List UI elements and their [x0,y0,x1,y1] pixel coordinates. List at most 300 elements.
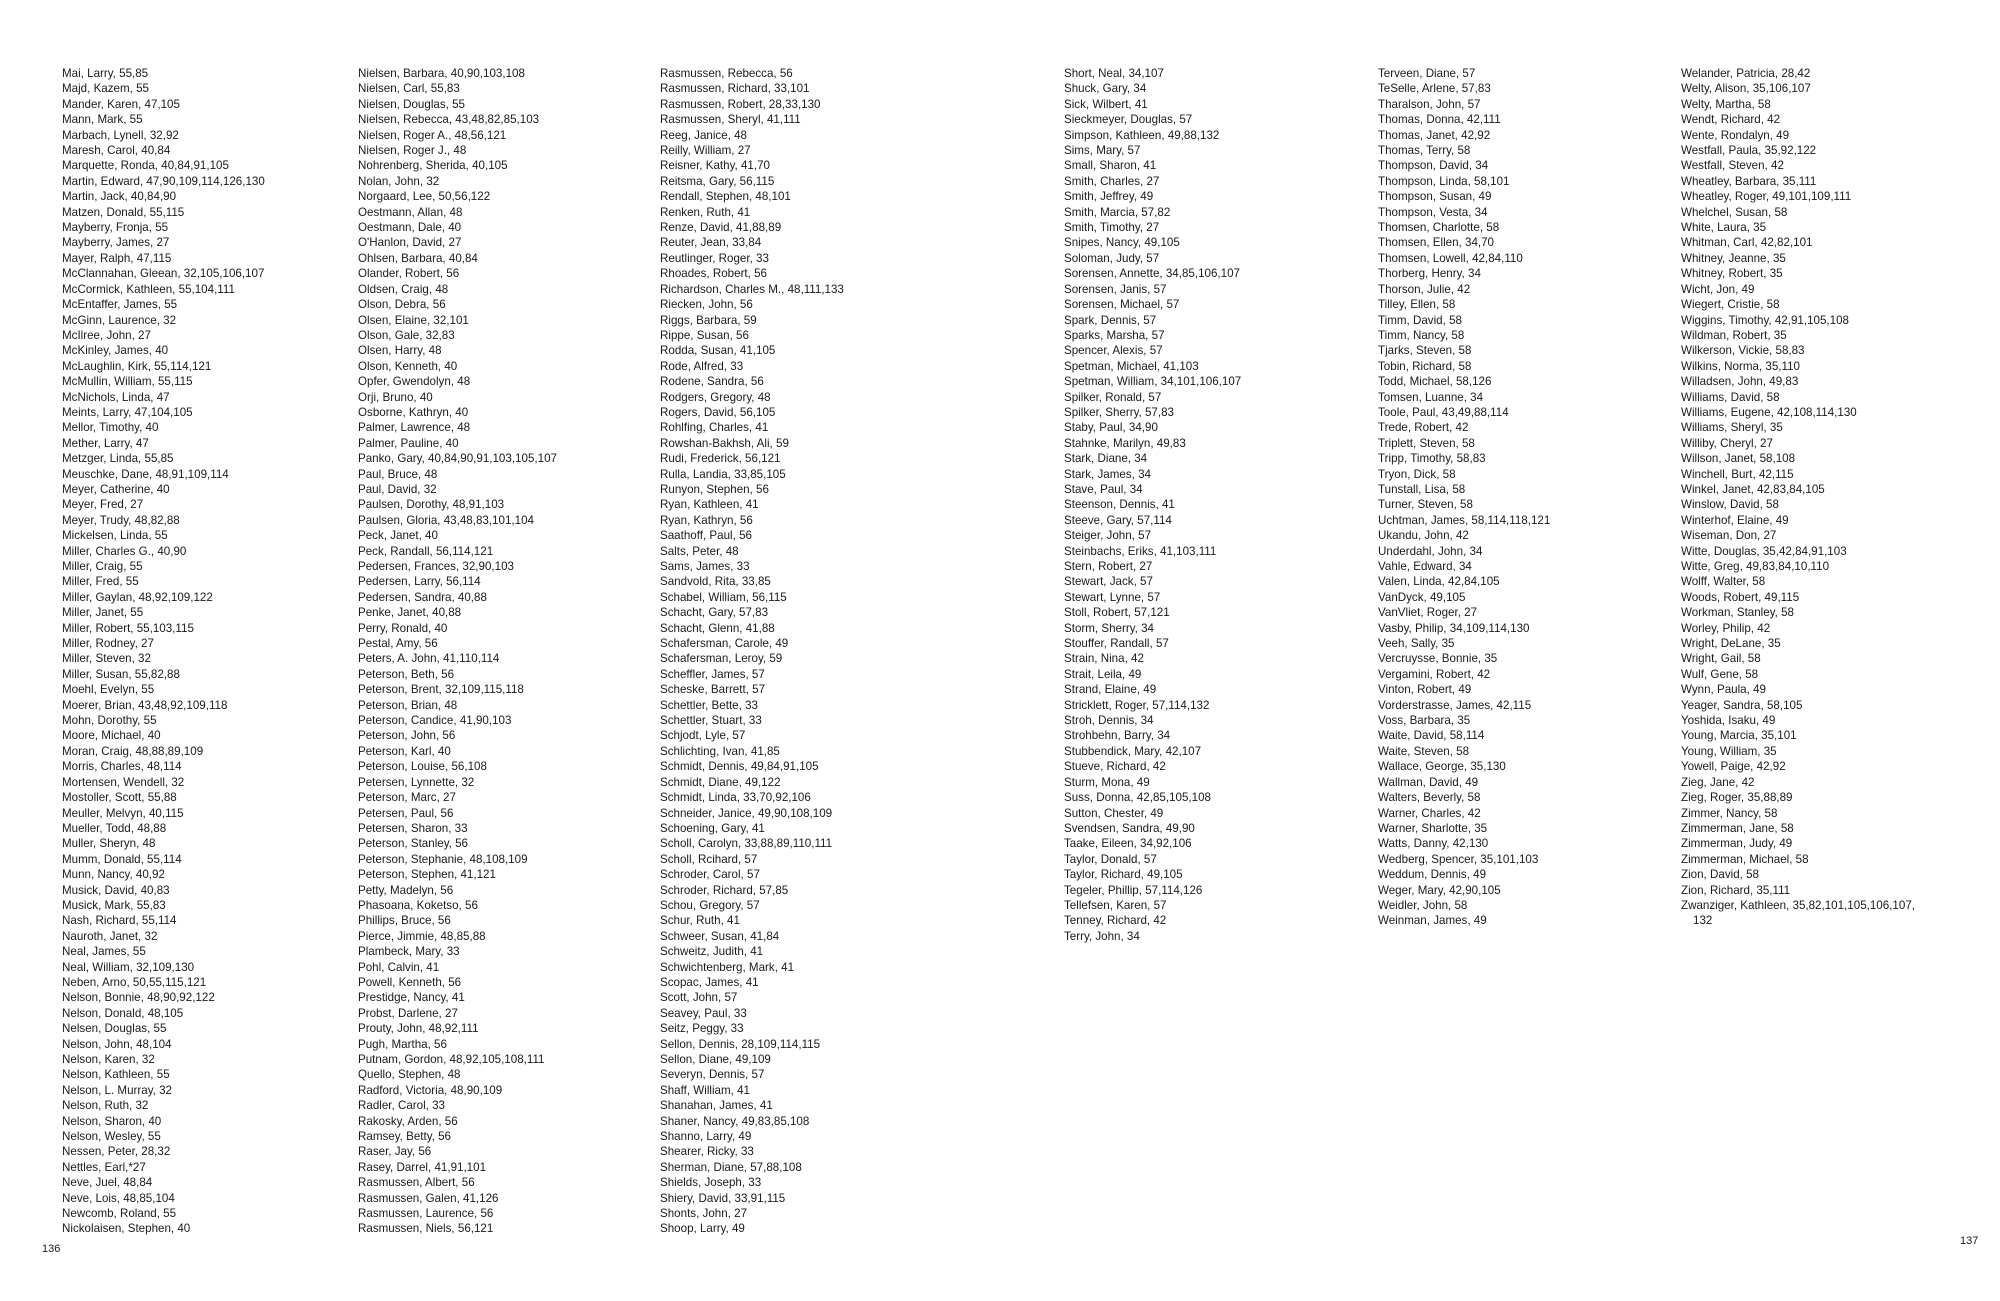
index-entry: Woods, Robert, 49,115 [1681,590,1800,604]
index-entry: Valen, Linda, 42,84,105 [1378,575,1500,589]
index-entry: Tilley, Ellen, 58 [1378,298,1456,312]
index-entry: Wiseman, Don, 27 [1681,529,1777,543]
index-entry: Nelson, Kathleen, 55 [62,1068,170,1082]
index-entry: Majd, Kazem, 55 [62,82,149,96]
index-entry: Shanno, Larry, 49 [660,1130,752,1144]
index-column-3 [660,66,844,1237]
index-entry: Tomsen, Luanne, 34 [1378,390,1484,404]
index-entry: Reitsma, Gary, 56,115 [660,174,775,188]
index-entry: Marquette, Ronda, 40,84,91,105 [62,159,229,173]
index-entry: Vinton, Robert, 49 [1378,683,1472,697]
index-entry: Winchell, Burt, 42,115 [1681,467,1794,481]
index-entry: Nielsen, Roger J., 48 [358,144,467,158]
index-entry: Weddum, Dennis, 49 [1378,868,1487,882]
index-entry: Nielsen, Douglas, 55 [358,97,465,111]
index-entry: Mostoller, Scott, 55,88 [62,791,177,805]
index-entry: Muller, Sheryn, 48 [62,837,156,851]
index-entry: Sturm, Mona, 49 [1064,775,1150,789]
page-number-left: 136 [42,1243,61,1255]
index-entry: Mayer, Ralph, 47,115 [62,251,172,265]
index-entry: Nielsen, Roger A., 48,56,121 [358,128,507,142]
index-entry: Musick, David, 40,83 [62,883,170,897]
index-entry: Reilly, William, 27 [660,144,751,158]
index-entry: Nelson, Wesley, 55 [62,1130,161,1144]
index-entry: Stricklett, Roger, 57,114,132 [1064,698,1210,712]
index-entry: Moehl, Evelyn, 55 [62,683,155,697]
index-entry: Welty, Alison, 35,106,107 [1681,82,1811,96]
index-entry: Ramsey, Betty, 56 [358,1130,451,1144]
index-entry: Weger, Mary, 42,90,105 [1378,883,1501,897]
index-entry: McKinley, James, 40 [62,344,169,358]
index-entry: Sieckmeyer, Douglas, 57 [1064,113,1193,127]
index-entry: Shoop, Larry, 49 [660,1222,745,1236]
index-entry: Rasmussen, Laurence, 56 [358,1207,494,1221]
index-entry: Nielsen, Barbara, 40,90,103,108 [358,67,525,80]
index-entry: Phasoana, Koketso, 56 [358,898,478,912]
index-entry: Zion, David, 58 [1681,868,1759,882]
index-entry: Zimmerman, Jane, 58 [1681,821,1794,835]
index-entry: Stouffer, Randall, 57 [1064,637,1169,651]
index-entry: Rasmussen, Sheryl, 41,111 [660,113,801,127]
index-entry: Snipes, Nancy, 49,105 [1064,236,1180,250]
index-entry: Schettler, Stuart, 33 [660,714,762,728]
index-entry: Schmidt, Diane, 49,122 [660,775,781,789]
index-entry: Wallace, George, 35,130 [1378,760,1506,774]
index-entry: Strait, Leila, 49 [1064,667,1142,681]
index-column-1 [62,66,265,1237]
index-entry: Matzen, Donald, 55,115 [62,205,185,219]
index-entry: Neve, Lois, 48,85,104 [62,1191,175,1205]
index-entry: Warner, Sharlotte, 35 [1378,821,1488,835]
index-entry: Taylor, Richard, 49,105 [1064,868,1183,882]
index-entry: Putnam, Gordon, 48,92,105,108,111 [358,1053,545,1066]
index-entry: Spilker, Ronald, 57 [1064,390,1162,404]
index-entry: Scheske, Barrett, 57 [660,683,766,697]
index-entry: Miller, Craig, 55 [62,560,143,573]
index-entry: Nelson, Ruth, 32 [62,1099,149,1113]
index-entry: Petersen, Lynnette, 32 [358,775,475,789]
index-entry: Prestidge, Nancy, 41 [358,991,465,1005]
index-entry: Stueve, Richard, 42 [1064,760,1166,774]
index-entry: Schacht, Glenn, 41,88 [660,621,775,635]
index-entry: Staby, Paul, 34,90 [1064,421,1158,435]
index-entry: Paul, Bruce, 48 [358,467,438,481]
index-entry: McEntaffer, James, 55 [62,298,178,312]
index-entry: Rasmussen, Robert, 28,33,130 [660,97,821,111]
index-entry: Smith, Marcia, 57,82 [1064,205,1171,219]
index-entry: Thorson, Julie, 42 [1378,282,1471,296]
index-entry: Seavey, Paul, 33 [660,1006,747,1020]
index-entry: Meyer, Catherine, 40 [62,482,170,496]
index-entry: Underdahl, John, 34 [1378,544,1483,558]
index-entry: Shaff, William, 41 [660,1083,750,1097]
index-entry: Timm, David, 58 [1378,313,1462,327]
index-entry: Weidler, John, 58 [1378,898,1468,912]
index-entry: Peterson, Marc, 27 [358,791,456,805]
index-entry: Strand, Elaine, 49 [1064,683,1157,697]
index-entry: Peck, Janet, 40 [358,529,438,543]
index-entry: Scholl, Rcihard, 57 [660,852,758,866]
index-entry: Thompson, David, 34 [1378,159,1489,173]
index-entry: Sellon, Dennis, 28,109,114,115 [660,1037,821,1051]
index-entry: Nelson, Sharon, 40 [62,1114,162,1128]
index-entry: Schafersman, Leroy, 59 [660,652,783,666]
index-entry: Tryon, Dick, 58 [1378,467,1456,481]
index-entry: Rasmussen, Galen, 41,126 [358,1191,499,1205]
index-entry: Miller, Steven, 32 [62,652,151,666]
index-entry: Schoening, Gary, 41 [660,821,765,835]
index-entry: Spilker, Sherry, 57,83 [1064,405,1174,419]
index-entry: Sams, James, 33 [660,560,750,573]
index-entry: Rowshan-Bakhsh, Ali, 59 [660,436,789,450]
index-entry: Shuck, Gary, 34 [1064,82,1147,96]
index-entry: Rhoades, Robert, 56 [660,267,767,281]
index-entry: Winterhof, Elaine, 49 [1681,513,1789,527]
index-entry: Radler, Carol, 33 [358,1099,445,1113]
index-entry: Schweitz, Judith, 41 [660,945,764,959]
index-entry: Wildman, Robert, 35 [1681,328,1787,342]
index-entry: Tenney, Richard, 42 [1064,914,1167,928]
index-entry: Vorderstrasse, James, 42,115 [1378,698,1532,712]
index-entry: Tjarks, Steven, 58 [1378,344,1472,358]
index-entry: Waite, David, 58,114 [1378,729,1485,743]
index-entry: Mayberry, Fronja, 55 [62,221,169,235]
index-entry: Wiegert, Cristie, 58 [1681,298,1780,312]
index-entry: Schou, Gregory, 57 [660,898,760,912]
index-entry: Tobin, Richard, 58 [1378,359,1472,373]
index-entry: Weinman, James, 49 [1378,914,1487,928]
index-entry: Worley, Philip, 42 [1681,621,1771,635]
index-entry: Meyer, Trudy, 48,82,88 [62,513,180,527]
index-entry: Thomas, Donna, 42,111 [1378,113,1501,127]
index-entry: Mann, Mark, 55 [62,113,143,127]
index-entry: Spark, Dennis, 57 [1064,313,1157,327]
index-entry: Orji, Bruno, 40 [358,390,433,404]
index-entry: Rendall, Stephen, 48,101 [660,190,791,204]
index-entry: Schur, Ruth, 41 [660,914,740,928]
index-entry: Whitney, Jeanne, 35 [1681,251,1786,265]
index-entry: Richardson, Charles M., 48,111,133 [660,282,844,296]
index-entry: Pierce, Jimmie, 48,85,88 [358,929,486,943]
index-entry: Mayberry, James, 27 [62,236,170,250]
index-entry: Smith, Timothy, 27 [1064,221,1160,235]
index-entry: Miller, Rodney, 27 [62,637,154,651]
index-entry: Wright, DeLane, 35 [1681,637,1781,651]
index-entry: Penke, Janet, 40,88 [358,606,462,620]
index-entry: Wheatley, Roger, 49,101,109,111 [1681,190,1852,204]
index-entry: Severyn, Dennis, 57 [660,1068,765,1082]
index-entry: Witte, Greg, 49,83,84,10,110 [1681,560,1830,573]
index-entry: Rasmussen, Richard, 33,101 [660,82,810,96]
index-entry: Stoll, Robert, 57,121 [1064,606,1170,620]
index-entry: Thomsen, Charlotte, 58 [1378,221,1500,235]
index-entry: Peterson, Karl, 40 [358,744,451,758]
index-entry: Radford, Victoria, 48,90,109 [358,1083,503,1097]
index-entry: 132 [1693,914,1713,928]
index-entry: Ryan, Kathleen, 41 [660,498,759,512]
index-column-6 [1681,66,1915,929]
index-entry: Thompson, Linda, 58,101 [1378,174,1510,188]
index-entry: Wilkerson, Vickie, 58,83 [1681,344,1805,358]
index-entry: Seitz, Peggy, 33 [660,1022,744,1036]
index-entry: Wedberg, Spencer, 35,101,103 [1378,852,1539,866]
index-entry: Young, William, 35 [1681,744,1777,758]
index-entry: Nelson, Bonnie, 48,90,92,122 [62,991,215,1005]
index-entry: Olson, Kenneth, 40 [358,359,458,373]
index-entry: Shiery, David, 33,91,115 [660,1191,786,1205]
index-entry: Whelchel, Susan, 58 [1681,205,1788,219]
index-entry: Waite, Steven, 58 [1378,744,1470,758]
index-entry: Reutlinger, Roger, 33 [660,251,769,265]
index-entry: Thomas, Janet, 42,92 [1378,128,1491,142]
index-entry: Martin, Jack, 40,84,90 [62,190,177,204]
index-entry: Panko, Gary, 40,84,90,91,103,105,107 [358,452,557,466]
index-entry: Wulf, Gene, 58 [1681,667,1759,681]
index-entry: Zimmer, Nancy, 58 [1681,806,1778,820]
index-entry: Sick, Wilbert, 41 [1064,97,1148,111]
index-entry: Peterson, Stephen, 41,121 [358,868,496,882]
index-entry: Willson, Janet, 58,108 [1681,452,1796,466]
index-entry: Sandvold, Rita, 33,85 [660,575,771,589]
index-entry: Peterson, Brent, 32,109,115,118 [358,683,524,697]
index-entry: Raser, Jay, 56 [358,1145,432,1159]
index-entry: Spencer, Alexis, 57 [1064,344,1163,358]
index-entry: McCormick, Kathleen, 55,104,111 [62,282,235,296]
index-entry: Neve, Juel, 48,84 [62,1176,153,1190]
index-entry: Oestmann, Allan, 48 [358,205,463,219]
index-entry: Vercruysse, Bonnie, 35 [1378,652,1498,666]
index-entry: Yeager, Sandra, 58,105 [1681,698,1803,712]
index-entry: Williams, Eugene, 42,108,114,130 [1681,405,1857,419]
index-entry: Neben, Arno, 50,55,115,121 [62,975,207,989]
index-entry: Voss, Barbara, 35 [1378,714,1471,728]
index-entry: Schafersman, Carole, 49 [660,637,789,651]
index-entry: Winslow, David, 58 [1681,498,1779,512]
index-entry: Schwichtenberg, Mark, 41 [660,960,795,974]
page-number-right: 137 [1960,1235,1979,1247]
index-entry: Nielsen, Rebecca, 43,48,82,85,103 [358,113,540,127]
index-entry: Meyer, Fred, 27 [62,498,144,512]
index-entry: Nickolaisen, Stephen, 40 [62,1222,191,1236]
index-entry: Rudi, Frederick, 56,121 [660,452,781,466]
index-entry: Willadsen, John, 49,83 [1681,375,1799,389]
index-entry: Nelson, Donald, 48,105 [62,1006,184,1020]
index-entry: Norgaard, Lee, 50,56,122 [358,190,491,204]
index-entry: Sims, Mary, 57 [1064,144,1141,158]
index-entry: Petersen, Sharon, 33 [358,821,468,835]
index-entry: Tellefsen, Karen, 57 [1064,898,1167,912]
index-entry: Schmidt, Dennis, 49,84,91,105 [660,760,819,774]
index-entry: Neal, James, 55 [62,945,146,959]
index-entry: Rasmussen, Niels, 56,121 [358,1222,494,1236]
index-entry: Schjodt, Lyle, 57 [660,729,746,743]
index-entry: Wendt, Richard, 42 [1681,113,1781,127]
index-entry: Thompson, Vesta, 34 [1378,205,1488,219]
index-entry: Wheatley, Barbara, 35,111 [1681,174,1817,188]
index-entry: Pedersen, Frances, 32,90,103 [358,560,514,573]
index-entry: Stern, Robert, 27 [1064,560,1153,573]
index-entry: Tunstall, Lisa, 58 [1378,482,1466,496]
index-entry: Williby, Cheryl, 27 [1681,436,1773,450]
index-entry: Wolff, Walter, 58 [1681,575,1766,589]
index-entry: Olson, Debra, 56 [358,298,446,312]
index-entry: Zimmerman, Michael, 58 [1681,852,1809,866]
index-entry: Peterson, Stephanie, 48,108,109 [358,852,528,866]
index-entry: Wallman, David, 49 [1378,775,1479,789]
index-entry: Perry, Ronald, 40 [358,621,448,635]
index-entry: Pohl, Calvin, 41 [358,960,440,974]
index-entry: Suss, Donna, 42,85,105,108 [1064,791,1211,805]
index-entry: Rasmussen, Rebecca, 56 [660,67,793,80]
index-entry: Scholl, Carolyn, 33,88,89,110,111 [660,837,833,851]
index-entry: Steeve, Gary, 57,114 [1064,513,1172,527]
index-entry: Uchtman, James, 58,114,118,121 [1378,513,1551,527]
index-entry: Peterson, Stanley, 56 [358,837,468,851]
index-entry: Newcomb, Roland, 55 [62,1207,177,1221]
index-entry: Nelson, Karen, 32 [62,1053,155,1066]
index-entry: Schneider, Janice, 49,90,108,109 [660,806,833,820]
index-entry: Zimmerman, Judy, 49 [1681,837,1793,851]
index-entry: Schettler, Bette, 33 [660,698,758,712]
index-entry: Trede, Robert, 42 [1378,421,1469,435]
index-entry: Moerer, Brian, 43,48,92,109,118 [62,698,228,712]
index-entry: Stewart, Jack, 57 [1064,575,1153,589]
index-entry: Wynn, Paula, 49 [1681,683,1766,697]
index-entry: Salts, Peter, 48 [660,544,739,558]
index-entry: Shonts, John, 27 [660,1207,748,1221]
index-entry: Toole, Paul, 43,49,88,114 [1378,405,1509,419]
index-entry: Wilkins, Norma, 35,110 [1681,359,1800,373]
index-entry: Miller, Charles G., 40,90 [62,544,187,558]
index-entry: Peterson, Candice, 41,90,103 [358,714,512,728]
index-entry: Walters, Beverly, 58 [1378,791,1481,805]
index-entry: Timm, Nancy, 58 [1378,328,1465,342]
index-column-4 [1064,66,1241,944]
index-entry: Miller, Susan, 55,82,88 [62,667,180,681]
index-entry: Peters, A. John, 41,110,114 [358,652,500,666]
index-entry: Saathoff, Paul, 56 [660,529,752,543]
index-entry: Steenson, Dennis, 41 [1064,498,1175,512]
index-entry: Miller, Fred, 55 [62,575,139,589]
index-entry: Runyon, Stephen, 56 [660,482,769,496]
index-entry: Stave, Paul, 34 [1064,482,1143,496]
index-entry: Phillips, Bruce, 56 [358,914,451,928]
index-entry: Riecken, John, 56 [660,298,753,312]
index-entry: Peterson, Beth, 56 [358,667,455,681]
index-entry: Ohlsen, Barbara, 40,84 [358,251,478,265]
index-entry: Strohbehn, Barry, 34 [1064,729,1171,743]
index-entry: VanVliet, Roger, 27 [1378,606,1478,620]
index-entry: Meuller, Melvyn, 40,115 [62,806,184,820]
index-entry: Witte, Douglas, 35,42,84,91,103 [1681,544,1847,558]
index-entry: Metzger, Linda, 55,85 [62,452,174,466]
index-entry: Pugh, Martha, 56 [358,1037,447,1051]
index-entry: Olsen, Elaine, 32,101 [358,313,469,327]
index-entry: Prouty, John, 48,92,111 [358,1022,479,1036]
index-entry: Small, Sharon, 41 [1064,159,1157,173]
index-entry: McLaughlin, Kirk, 55,114,121 [62,359,212,373]
index-entry: Miller, Gaylan, 48,92,109,122 [62,590,213,604]
index-entry: Williams, Sheryl, 35 [1681,421,1783,435]
index-entry: Mai, Larry, 55,85 [62,67,149,80]
index-entry: Nettles, Earl,*27 [62,1160,146,1174]
index-entry: Whitman, Carl, 42,82,101 [1681,236,1813,250]
index-entry: Oestmann, Dale, 40 [358,221,462,235]
index-entry: Thompson, Susan, 49 [1378,190,1492,204]
index-column-2 [358,66,557,1237]
index-entry: Martin, Edward, 47,90,109,114,126,130 [62,174,265,188]
index-entry: Meuschke, Dane, 48,91,109,114 [62,467,229,481]
index-entry: McIlree, John, 27 [62,328,151,342]
index-entry: Workman, Stanley, 58 [1681,606,1794,620]
index-entry: Vahle, Edward, 34 [1378,560,1472,573]
index-entry: Yowell, Paige, 42,92 [1681,760,1786,774]
index-entry: McMullin, William, 55,115 [62,375,193,389]
index-entry: Vasby, Philip, 34,109,114,130 [1378,621,1530,635]
index-entry: Peterson, John, 56 [358,729,456,743]
index-column-5 [1378,66,1550,929]
index-entry: Strain, Nina, 42 [1064,652,1144,666]
index-entry: Soloman, Judy, 57 [1064,251,1160,265]
index-entry: Terveen, Diane, 57 [1378,67,1476,80]
index-entry: Sutton, Chester, 49 [1064,806,1164,820]
index-entry: McNichols, Linda, 47 [62,390,170,404]
index-entry: Paulsen, Dorothy, 48,91,103 [358,498,505,512]
index-entry: Zieg, Roger, 35,88,89 [1681,791,1793,805]
index-entry: Nauroth, Janet, 32 [62,929,158,943]
index-entry: Mortensen, Wendell, 32 [62,775,185,789]
index-entry: Schabel, William, 56,115 [660,590,787,604]
index-entry: Munn, Nancy, 40,92 [62,868,165,882]
index-entry: Rohlfing, Charles, 41 [660,421,769,435]
index-entry: Mander, Karen, 47,105 [62,97,180,111]
index-entry: Shearer, Ricky, 33 [660,1145,754,1159]
index-entry: Welty, Martha, 58 [1681,97,1771,111]
index-entry: Rodgers, Gregory, 48 [660,390,771,404]
index-entry: Olsen, Harry, 48 [358,344,442,358]
index-entry: Rodene, Sandra, 56 [660,375,764,389]
index-entry: Mueller, Todd, 48,88 [62,821,167,835]
index-entry: Stahnke, Marilyn, 49,83 [1064,436,1186,450]
index-entry: Renze, David, 41,88,89 [660,221,782,235]
index-entry: Stark, James, 34 [1064,467,1151,481]
index-entry: Turner, Steven, 58 [1378,498,1473,512]
index-entry: Rode, Alfred, 33 [660,359,744,373]
index-entry: Probst, Darlene, 27 [358,1006,458,1020]
index-entry: Rulla, Landia, 33,85,105 [660,467,786,481]
index-entry: Triplett, Steven, 58 [1378,436,1475,450]
index-entry: Morris, Charles, 48,114 [62,760,182,774]
index-entry: Taylor, Donald, 57 [1064,852,1157,866]
index-entry: Rogers, David, 56,105 [660,405,776,419]
index-entry: Mohn, Dorothy, 55 [62,714,157,728]
index-entry: Tripp, Timothy, 58,83 [1378,452,1486,466]
index-entry: Tegeler, Phillip, 57,114,126 [1064,883,1203,897]
index-entry: Stark, Diane, 34 [1064,452,1148,466]
index-entry: Tharalson, John, 57 [1378,97,1481,111]
index-entry: TeSelle, Arlene, 57,83 [1378,82,1491,96]
index-entry: Moran, Craig, 48,88,89,109 [62,744,204,758]
index-entry: Steinbachs, Eriks, 41,103,111 [1064,544,1217,558]
index-entry: Thomsen, Ellen, 34,70 [1378,236,1495,250]
index-entry: Opfer, Gwendolyn, 48 [358,375,471,389]
index-entry: Ukandu, John, 42 [1378,529,1469,543]
index-entry: Taake, Eileen, 34,92,106 [1064,837,1192,851]
index-entry: Mether, Larry, 47 [62,436,149,450]
index-entry: Stroh, Dennis, 34 [1064,714,1154,728]
index-entry: Nessen, Peter, 28,32 [62,1145,171,1159]
index-entry: Young, Marcia, 35,101 [1681,729,1797,743]
